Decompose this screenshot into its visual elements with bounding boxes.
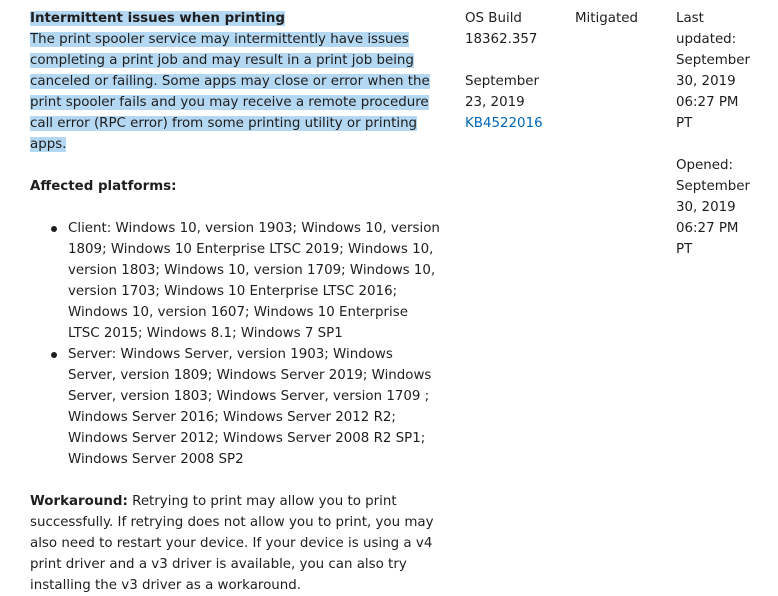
last-updated-timezone: PT xyxy=(676,116,693,131)
spacer xyxy=(676,134,766,155)
opened-date-line1: September xyxy=(676,179,751,194)
affected-platforms-heading: Affected platforms: xyxy=(30,179,177,194)
os-build-label: OS Build xyxy=(465,11,522,26)
workaround-label: Workaround: xyxy=(30,494,128,509)
workaround-paragraph xyxy=(30,491,440,596)
opened-time: 06:27 PM xyxy=(676,221,739,236)
originating-build-column xyxy=(465,8,565,134)
list-item-server: Server: Windows Server, version 1903; Windows Server, version 1809; Windows Server 2019; Windows Server, version 1803; Windows Server, version 1709 ; Windows Server 2016; Windows Server 2012 R2; Windows Server 2012; Windows Server 2008 R2 SP1; Windows Server 2008 SP2 xyxy=(68,344,440,470)
os-build-number: 18362.357 xyxy=(465,32,538,47)
opened-label: Opened: xyxy=(676,158,734,173)
issue-title: Intermittent issues when printing xyxy=(30,11,286,26)
status-badge: Mitigated xyxy=(575,11,638,26)
issue-title-paragraph xyxy=(30,8,440,29)
history-column xyxy=(676,8,766,260)
kb-article-link[interactable]: KB4522016 xyxy=(465,116,543,131)
spacer xyxy=(465,50,565,71)
build-date-line2: 23, 2019 xyxy=(465,95,525,110)
workaround-text: Retrying to print may allow you to print successfully. If retrying does not allow you to print, you may also need to restart your device. If your device is using a v4 print driver and a v3 driver is available, you can also try installing the v3 driver as a workaround. xyxy=(30,494,434,593)
last-updated-time: 06:27 PM xyxy=(676,95,739,110)
status-column xyxy=(575,8,670,29)
issue-description-column xyxy=(30,8,440,596)
list-item-client: Client: Windows 10, version 1903; Windows 10, version 1809; Windows 10 Enterprise LTSC 2019; Windows 10, version 1803; Windows 10, version 1709; Windows 10, version 1703; Windows 10 Enterprise LTSC 2016; Windows 10, version 1607; Windows 10 Enterprise LTSC 2015; Windows 8.1; Windows 7 SP1 xyxy=(68,218,440,344)
opened-timezone: PT xyxy=(676,242,693,257)
last-updated-date-line2: 30, 2019 xyxy=(676,74,736,89)
last-updated-line2: updated: xyxy=(676,32,737,47)
issue-description-paragraph xyxy=(30,29,440,155)
affected-platforms-list xyxy=(30,218,440,470)
build-date-line1: September xyxy=(465,74,540,89)
last-updated-line1: Last xyxy=(676,11,704,26)
last-updated-date-line1: September xyxy=(676,53,751,68)
issue-description: The print spooler service may intermittently have issues completing a print job and may result in a print job being canceled or failing. Some apps may close or error when the print spooler fails and you may receive a remote procedure call error (RPC error) from some printing utility or printing apps. xyxy=(30,32,430,152)
opened-date-line2: 30, 2019 xyxy=(676,200,736,215)
